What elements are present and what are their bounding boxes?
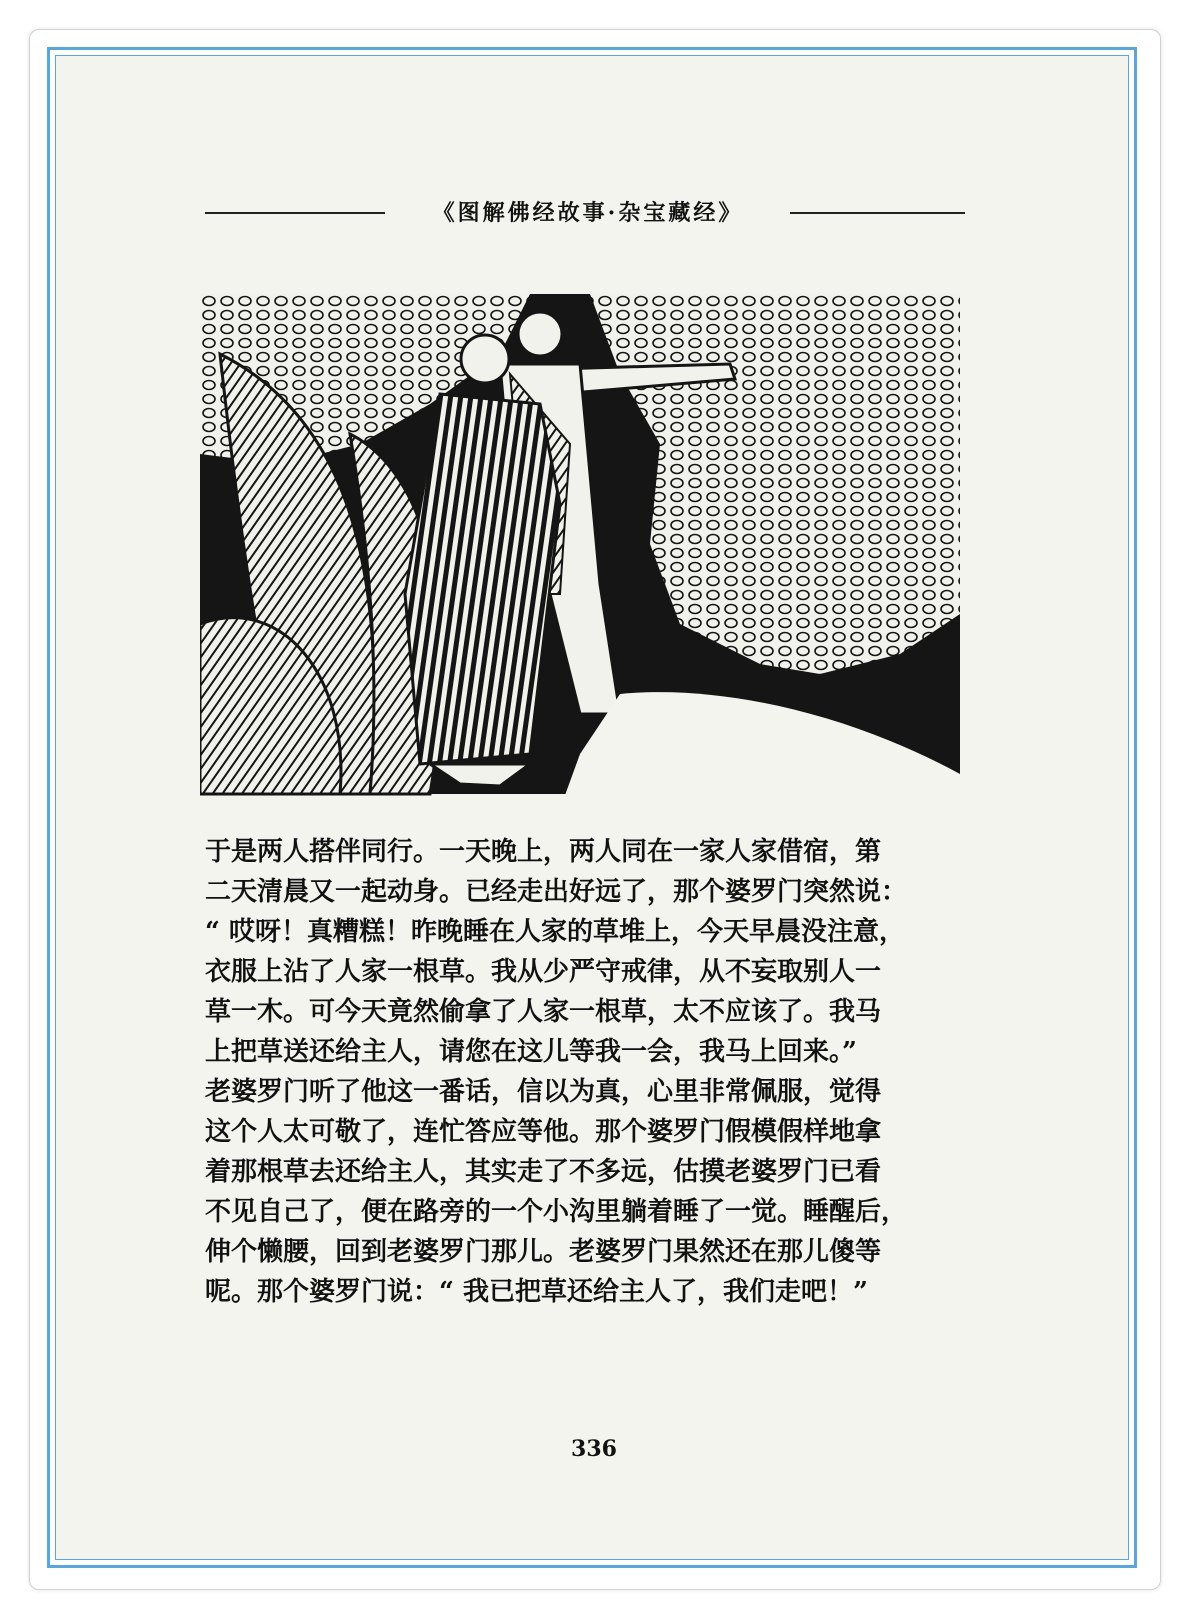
- book-title: 《图解佛经故事·杂宝藏经》: [432, 200, 744, 226]
- text-line: 呢。那个婆罗门说：“ 我已把草还给主人了，我们走吧！”: [205, 1277, 868, 1307]
- text-line: 于是两人搭伴同行。一天晚上，两人同在一家人家借宿，第: [205, 837, 882, 867]
- running-header: [205, 196, 965, 226]
- header-rule-right: [790, 212, 965, 214]
- text-line: 老婆罗门听了他这一番话，信以为真，心里非常佩服，觉得: [205, 1077, 882, 1107]
- woodcut-illustration-icon: [200, 294, 990, 809]
- text-line: 衣服上沾了人家一根草。我从少严守戒律，从不妄取别人一: [205, 957, 882, 987]
- text-line: “ 哎呀！真糟糕！昨晚睡在人家的草堆上，今天早晨没注意，: [205, 917, 906, 947]
- text-line: 草一木。可今天竟然偷拿了人家一根草，太不应该了。我马: [205, 997, 882, 1027]
- story-text: [205, 832, 965, 1312]
- header-rule-left: [205, 212, 385, 214]
- text-line: 上把草送还给主人，请您在这儿等我一会，我马上回来。”: [205, 1037, 857, 1067]
- text-line: 这个人太可敬了，连忙答应等他。那个婆罗门假模假样地拿: [205, 1117, 882, 1147]
- text-line: 不见自己了，便在路旁的一个小沟里躺着睡了一觉。睡醒后，: [205, 1197, 908, 1227]
- text-line: 着那根草去还给主人，其实走了不多远，估摸老婆罗门已看: [205, 1157, 882, 1187]
- page-number: 336: [571, 1436, 617, 1462]
- text-line: 二天清晨又一起动身。已经走出好远了，那个婆罗门突然说：: [205, 877, 908, 907]
- text-line: 伸个懒腰，回到老婆罗门那儿。老婆罗门果然还在那儿傻等: [205, 1237, 882, 1267]
